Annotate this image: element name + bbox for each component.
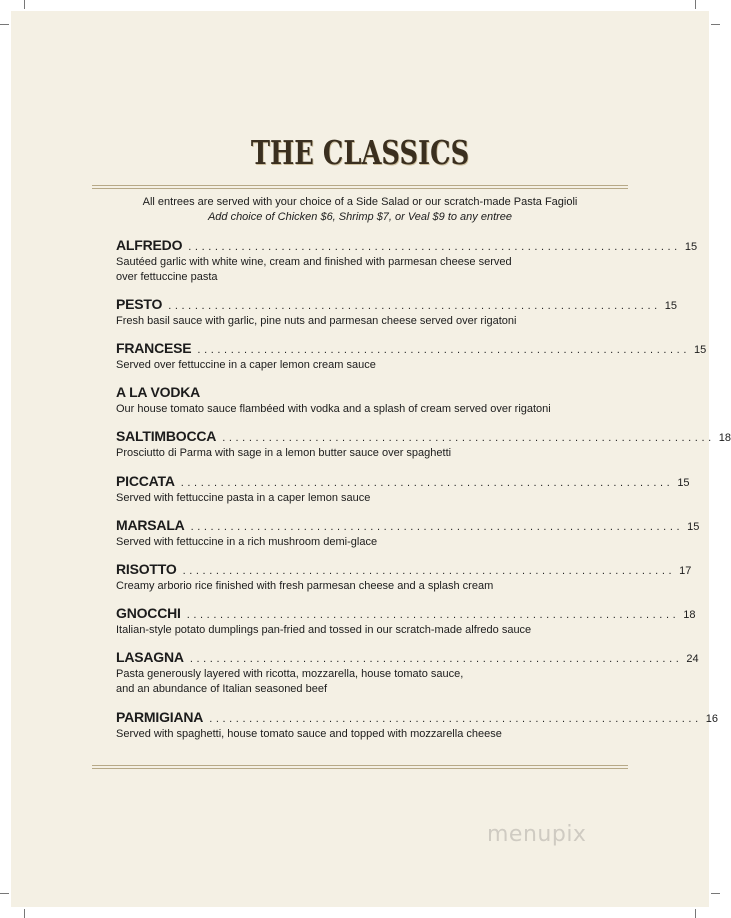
menu-item-name: MARSALA xyxy=(116,517,185,533)
crop-mark xyxy=(711,24,720,25)
menu-item xyxy=(116,709,718,742)
menu-item-price: 15 xyxy=(684,241,698,253)
menu-item-price: 17 xyxy=(679,565,692,577)
menu-item xyxy=(116,384,602,417)
menu-item-name: LASAGNA xyxy=(116,649,184,665)
add-protein-note: Add choice of Chicken $6, Shrimp $7, or Veal $9 to any entree xyxy=(207,211,513,223)
menu-item xyxy=(116,649,699,697)
dot-leader: .......................................................................... xyxy=(189,653,683,665)
bottom-divider xyxy=(92,765,628,769)
menu-item-description xyxy=(116,402,602,417)
intro-line: All entrees are served with your choice of a Side Salad or our scratch-made Pasta Fagioli xyxy=(142,196,578,208)
menu-item-name: PESTO xyxy=(116,296,163,312)
menu-item-price: 15 xyxy=(693,344,707,356)
menu-item-description xyxy=(116,358,602,373)
menu-item-description xyxy=(116,667,602,697)
menu-item-price: 15 xyxy=(677,477,690,489)
dot-leader: .......................................................................... xyxy=(182,565,676,577)
watermark-logo: menupix xyxy=(487,822,587,847)
menu-item-name: A LA VODKA xyxy=(116,384,201,400)
menu-item-price: 24 xyxy=(686,653,699,665)
menu-item-name: FRANCESE xyxy=(116,340,192,356)
description-line: Italian-style potato dumplings pan-fried and tossed in our scratch-made alfredo sauce xyxy=(116,624,532,636)
menu-item xyxy=(116,237,698,285)
intro-text xyxy=(0,195,720,225)
menu-item-description xyxy=(116,491,602,506)
menu-item-name: PICCATA xyxy=(116,473,175,489)
menu-item-name: RISOTTO xyxy=(116,561,177,577)
menu-item xyxy=(116,296,678,329)
description-line: Served with fettuccine pasta in a caper lemon sauce xyxy=(116,492,371,504)
menu-item-name: PARMIGIANA xyxy=(116,709,204,725)
menu-item-description xyxy=(116,623,602,638)
menu-item xyxy=(116,428,731,461)
description-line: Sautéed garlic with white wine, cream and finished with parmesan cheese served xyxy=(116,256,512,268)
menu-item-description xyxy=(116,255,602,285)
description-line: Served over fettuccine in a caper lemon cream sauce xyxy=(116,359,376,371)
menu-item xyxy=(116,605,696,638)
menu-item xyxy=(116,473,690,506)
menu-item-price: 18 xyxy=(718,432,731,444)
crop-mark xyxy=(0,893,9,894)
description-line: Our house tomato sauce flambéed with vodka and a splash of cream served over rigatoni xyxy=(116,403,551,415)
dot-leader: .......................................................................... xyxy=(168,300,661,312)
crop-mark xyxy=(711,893,720,894)
description-line: Prosciutto di Parma with sage in a lemon butter sauce over spaghetti xyxy=(116,447,452,459)
menu-item xyxy=(116,517,700,550)
menu-item-description xyxy=(116,535,602,550)
top-divider xyxy=(92,185,628,189)
menu-item xyxy=(116,340,707,373)
menu-item-name: GNOCCHI xyxy=(116,605,181,621)
menu-item-name: SALTIMBOCCA xyxy=(116,428,217,444)
dot-leader: .......................................................................... xyxy=(222,432,715,444)
dot-leader: .......................................................................... xyxy=(190,521,684,533)
description-line: and an abundance of Italian seasoned beef xyxy=(116,683,328,695)
crop-mark xyxy=(0,24,9,25)
menu-item-name: ALFREDO xyxy=(116,237,183,253)
dot-leader: .......................................................................... xyxy=(209,713,702,725)
menu-item-price: 16 xyxy=(705,713,718,725)
dot-leader: .......................................................................... xyxy=(197,344,690,356)
description-line: Served with fettuccine in a rich mushroom demi-glace xyxy=(116,536,378,548)
description-line: Served with spaghetti, house tomato sauce and topped with mozzarella cheese xyxy=(116,728,502,740)
menu-item-price: 15 xyxy=(687,521,700,533)
menu-item-description xyxy=(116,314,602,329)
dot-leader: .......................................................................... xyxy=(180,477,674,489)
description-line: Fresh basil sauce with garlic, pine nuts and parmesan cheese served over rigatoni xyxy=(116,315,517,327)
menu-item-description xyxy=(116,446,602,461)
page-title: THE CLASSICS xyxy=(250,133,470,172)
description-line: over fettuccine pasta xyxy=(116,271,218,283)
menu-item-description xyxy=(116,727,602,742)
description-line: Creamy arborio rice finished with fresh parmesan cheese and a splash cream xyxy=(116,580,494,592)
crop-mark xyxy=(24,909,25,918)
dot-leader: .......................................................................... xyxy=(186,609,680,621)
menu-item-price: 18 xyxy=(683,609,696,621)
crop-mark xyxy=(24,0,25,9)
menu-item-price: 15 xyxy=(664,300,678,312)
crop-mark xyxy=(695,909,696,918)
description-line: Pasta generously layered with ricotta, mozzarella, house tomato sauce, xyxy=(116,668,464,680)
dot-leader: .......................................................................... xyxy=(188,241,681,253)
menu-item-description xyxy=(116,579,602,594)
menu-item xyxy=(116,561,692,594)
crop-mark xyxy=(695,0,696,9)
